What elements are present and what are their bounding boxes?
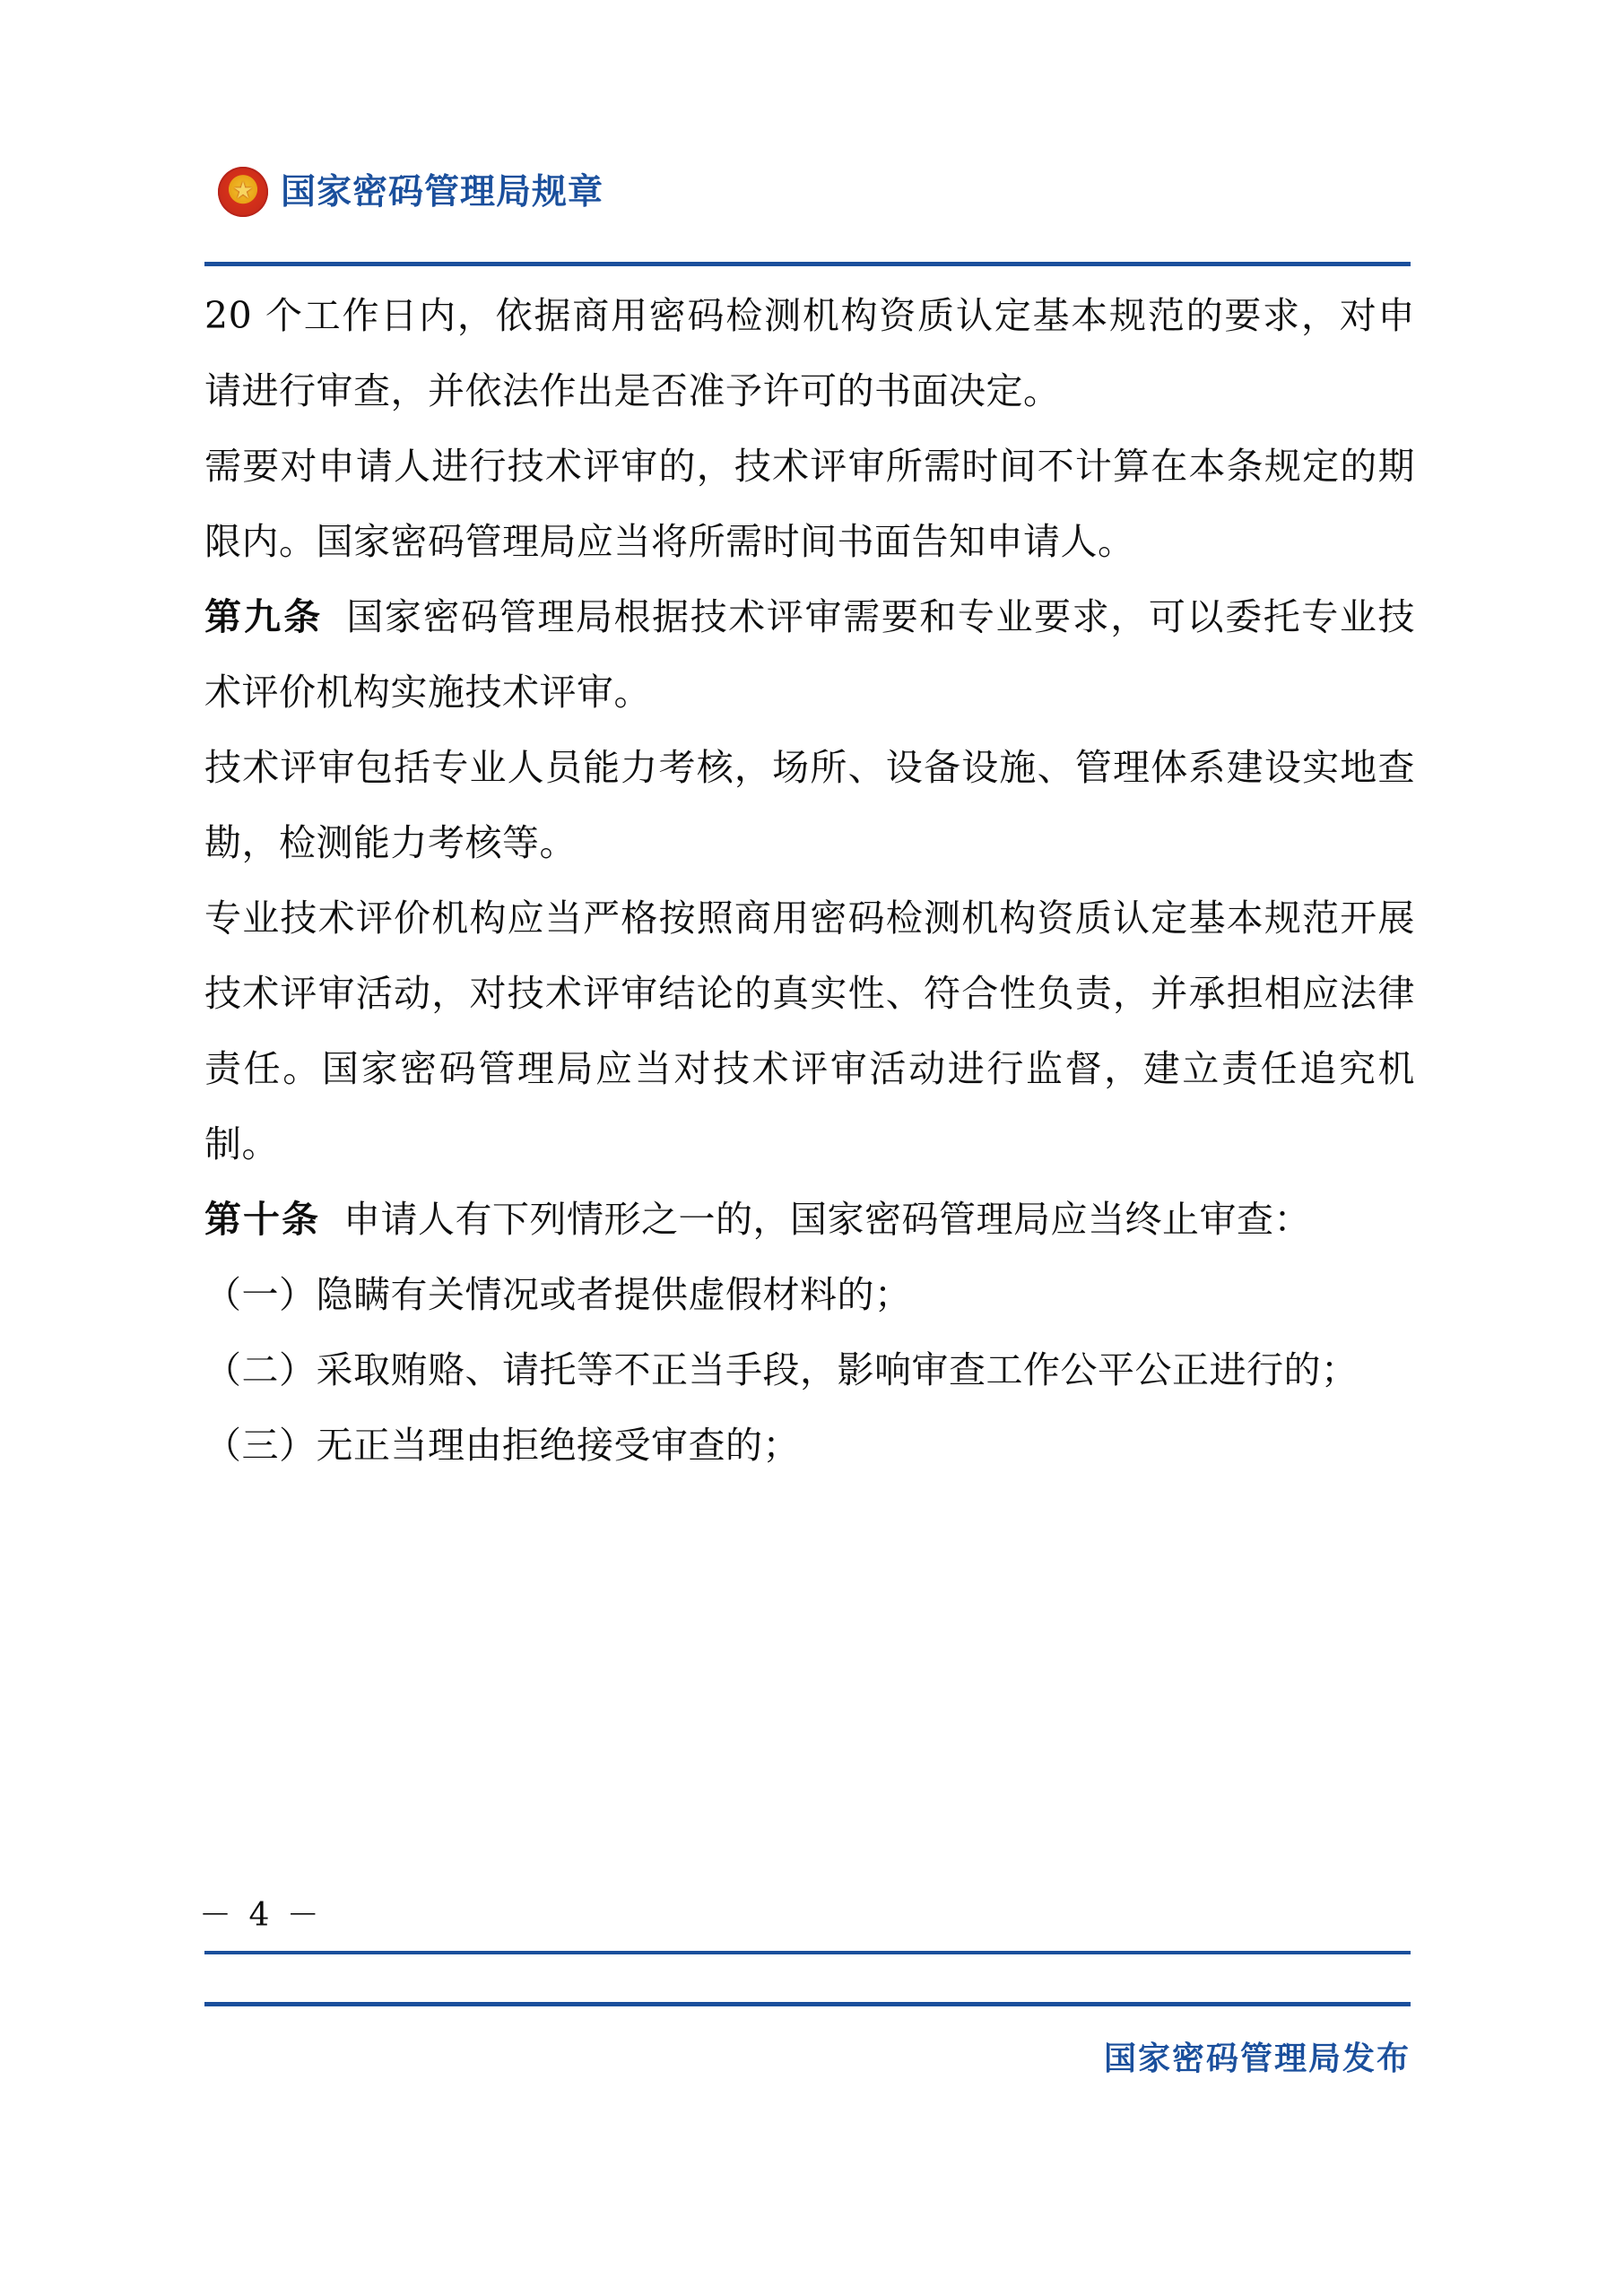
- paragraph-article-10: [204, 1182, 1415, 1257]
- publisher-label: 国家密码管理局发布: [1103, 2040, 1411, 2077]
- article-number: 第九条: [204, 595, 324, 638]
- footer-divider-upper: [204, 1951, 1411, 1954]
- article-number: 第十条: [204, 1198, 320, 1241]
- paragraph: 技术评审包括专业人员能力考核，场所、设备设施、管理体系建设实地查勘，检测能力考核等。: [204, 746, 1415, 864]
- header-title: 国家密码管理局规章: [281, 171, 604, 212]
- document-header: [218, 160, 1411, 224]
- page-number: － 4 －: [199, 1897, 323, 1934]
- article-text: 申请人有下列情形之一的，国家密码管理局应当终止审查：: [343, 1198, 1311, 1241]
- paragraph: 需要对申请人进行技术评审的，技术评审所需时间不计算在本条规定的期限内。国家密码管理局应当将所需时间书面告知申请人。: [204, 445, 1415, 563]
- national-emblem-icon: [218, 167, 268, 217]
- paragraph: 20 个工作日内，依据商用密码检测机构资质认定基本规范的要求，对申请进行审查，并依法作出是否准予许可的书面决定。: [204, 294, 1415, 412]
- article-text: 国家密码管理局根据技术评审需要和专业要求，可以委托专业技术评价机构实施技术评审。: [204, 595, 1416, 714]
- list-item: （一）隐瞒有关情况或者提供虚假材料的；: [204, 1273, 912, 1316]
- document-body: [204, 278, 1415, 1483]
- paragraph: 专业技术评价机构应当严格按照商用密码检测机构资质认定基本规范开展技术评审活动，对技术评审结论的真实性、符合性负责，并承担相应法律责任。国家密码管理局应当对技术评审活动进行监督，建立责任追究机制。: [204, 897, 1415, 1165]
- list-item: （三）无正当理由拒绝接受审查的；: [204, 1424, 800, 1467]
- footer-divider-lower: [204, 2002, 1411, 2006]
- paragraph-article-9: [204, 579, 1415, 730]
- list-item: （二）采取贿赂、请托等不正当手段，影响审查工作公平公正进行的；: [204, 1348, 1359, 1391]
- header-divider: [204, 262, 1411, 266]
